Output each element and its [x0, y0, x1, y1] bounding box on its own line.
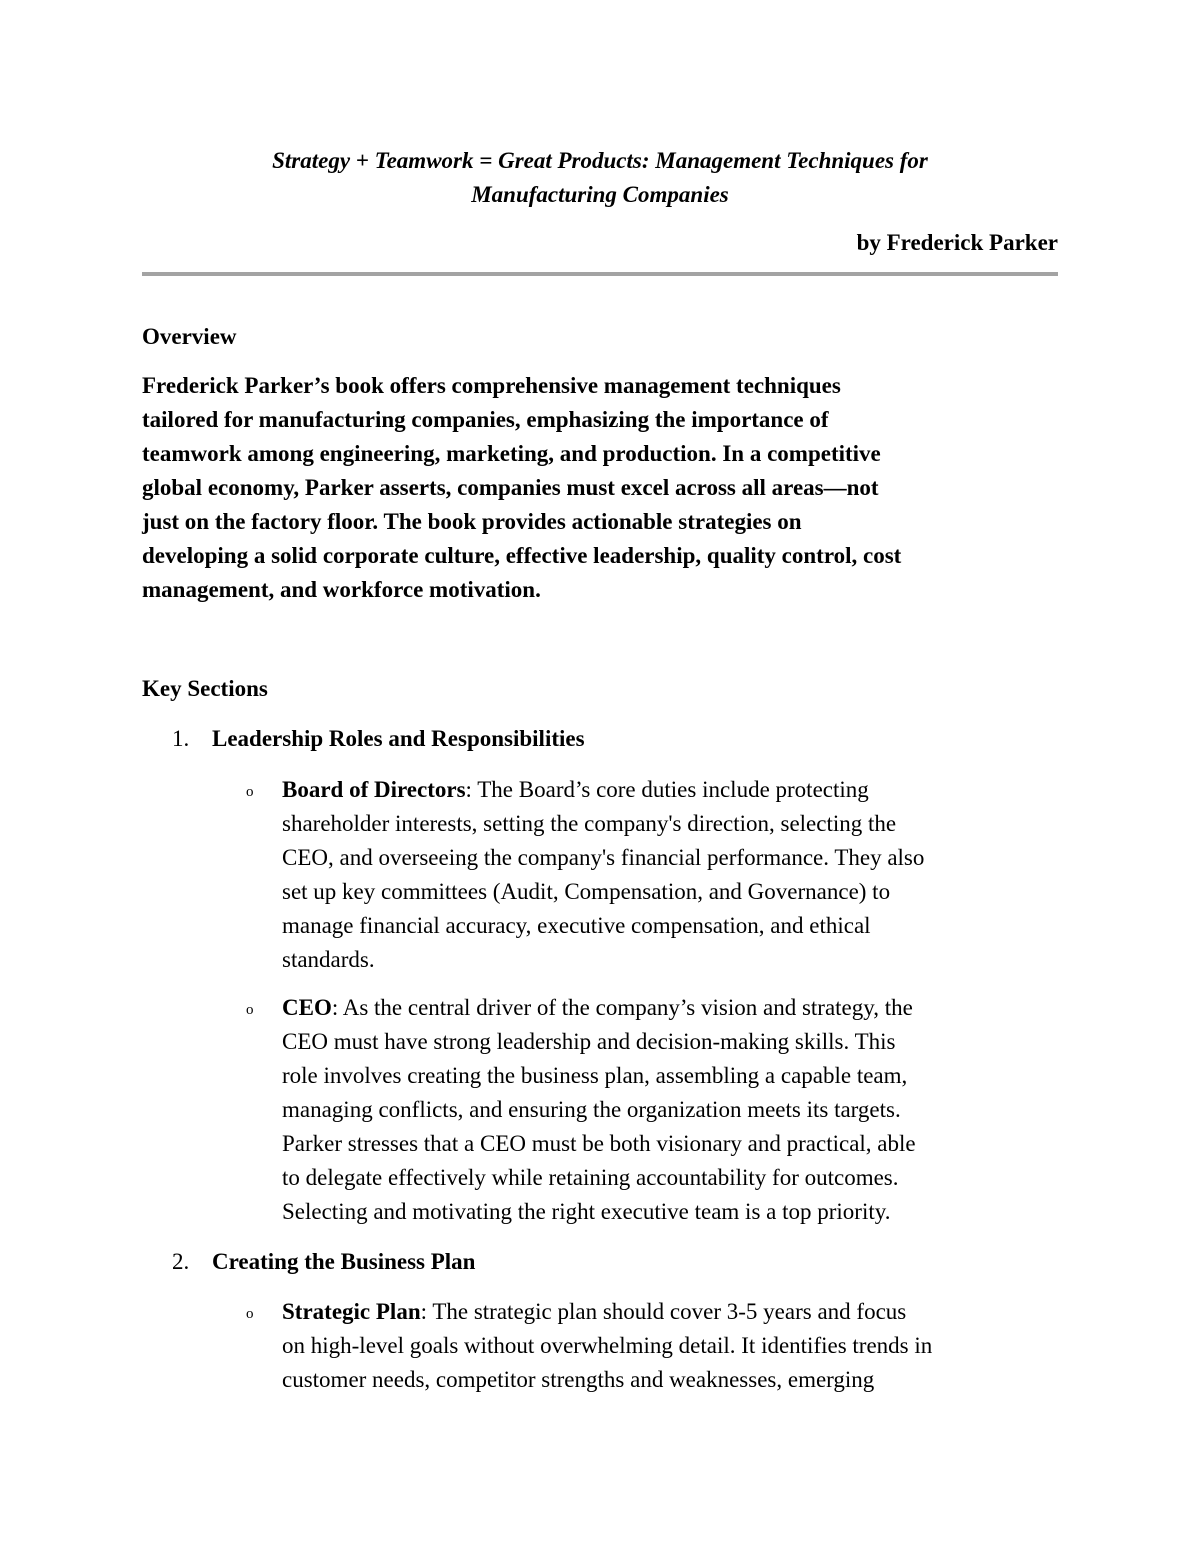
bullet-line: to delegate effectively while retaining accountability for outcomes.: [282, 1165, 899, 1190]
bullet-line: shareholder interests, setting the company's direction, selecting the: [282, 811, 897, 836]
key-sections-heading: Key Sections: [142, 676, 268, 701]
item-label: Creating the Business Plan: [212, 1249, 476, 1274]
paragraph-line: developing a solid corporate culture, effective leadership, quality control, cost: [142, 543, 902, 568]
item-number: 2.: [172, 1249, 190, 1274]
bullet-first-line-rest: : The strategic plan should cover 3-5 years and focus: [420, 1299, 907, 1324]
bullet-line: [282, 1295, 1072, 1329]
title-line: Manufacturing Companies: [471, 182, 729, 207]
overview-paragraph: [142, 369, 1058, 607]
bullet-first-line-rest: : As the central driver of the company’s vision and strategy, the: [331, 995, 913, 1020]
bullet-term: Board of Directors: [282, 777, 466, 802]
item-number: 1.: [172, 726, 190, 751]
bullet-line: [282, 773, 1072, 807]
bullet-line: set up key committees (Audit, Compensation, and Governance) to: [282, 879, 891, 904]
paragraph-line: global economy, Parker asserts, companies must excel across all areas—not: [142, 475, 879, 500]
bullet-line: CEO, and overseeing the company's financial performance. They also: [282, 845, 925, 870]
bullet-line: CEO must have strong leadership and decision-making skills. This: [282, 1029, 896, 1054]
bullet-line: manage financial accuracy, executive compensation, and ethical: [282, 913, 871, 938]
bullet-line: Parker stresses that a CEO must be both visionary and practical, able: [282, 1131, 916, 1156]
bullet-line: Selecting and motivating the right executive team is a top priority.: [282, 1199, 891, 1224]
bullet-line: standards.: [282, 947, 375, 972]
title-line: Strategy + Teamwork = Great Products: Management Techniques for: [272, 148, 928, 173]
paragraph-line: Frederick Parker’s book offers comprehensive management techniques: [142, 373, 841, 398]
paragraph-line: tailored for manufacturing companies, emphasizing the importance of: [142, 407, 829, 432]
bullet-text: [282, 991, 1072, 1229]
paragraph-line: just on the factory floor. The book provides actionable strategies on: [142, 509, 802, 534]
horizontal-divider: [142, 272, 1058, 276]
paragraph-line: management, and workforce motivation.: [142, 577, 541, 602]
bullet-term: CEO: [282, 995, 332, 1020]
bullet-line: on high-level goals without overwhelming detail. It identifies trends in: [282, 1333, 933, 1358]
bullet-text: [282, 773, 1072, 977]
bullet-line: customer needs, competitor strengths and weaknesses, emerging: [282, 1367, 875, 1392]
hollow-bullet-icon: o: [246, 784, 254, 800]
bullet-first-line-rest: : The Board’s core duties include protecting: [465, 777, 869, 802]
bullet-term: Strategic Plan: [282, 1299, 421, 1324]
hollow-bullet-icon: o: [246, 1002, 254, 1018]
hollow-bullet-icon: o: [246, 1306, 254, 1322]
bullet-line: role involves creating the business plan, assembling a capable team,: [282, 1063, 908, 1088]
document-title: [142, 144, 1058, 212]
author-byline: by Frederick Parker: [856, 230, 1058, 255]
bullet-line: [282, 991, 1072, 1025]
paragraph-line: teamwork among engineering, marketing, and production. In a competitive: [142, 441, 881, 466]
item-label: Leadership Roles and Responsibilities: [212, 726, 585, 751]
bullet-text: [282, 1295, 1072, 1397]
bullet-line: managing conflicts, and ensuring the organization meets its targets.: [282, 1097, 901, 1122]
overview-heading: Overview: [142, 324, 237, 349]
